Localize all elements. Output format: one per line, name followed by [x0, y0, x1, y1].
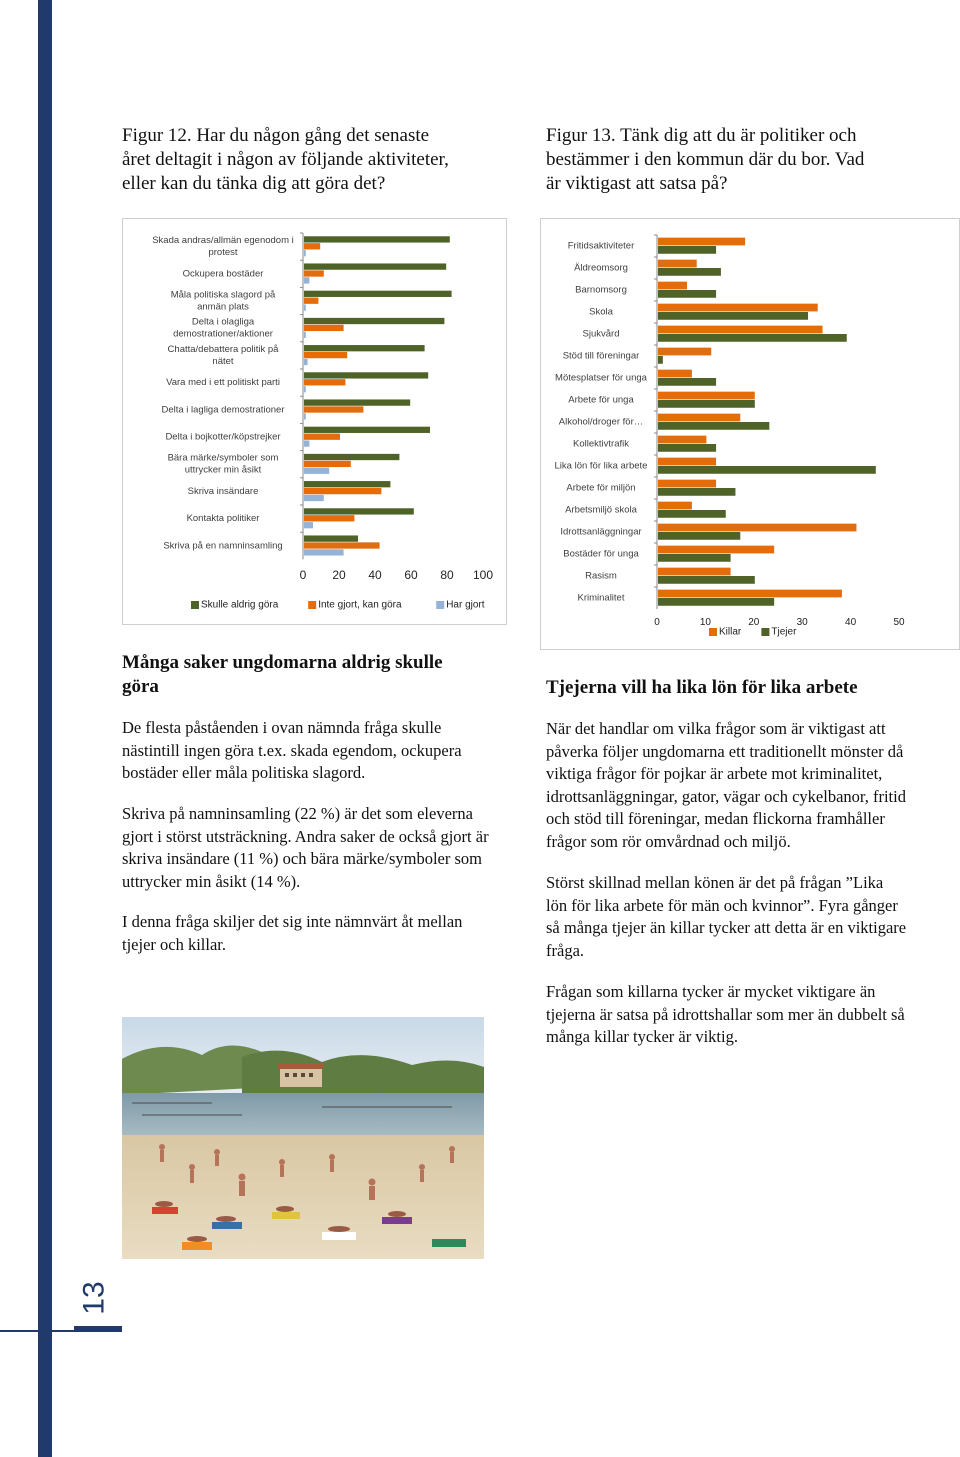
chart-priorities [540, 218, 960, 650]
chart-priorities-svg [541, 219, 959, 649]
bar-1 [658, 290, 716, 298]
bar-0 [304, 399, 410, 405]
chart-activities [122, 218, 507, 625]
legend-label: Inte gjort, kan göra [318, 599, 402, 611]
category-label: Skriva insändare [187, 485, 259, 497]
figure-13-title-line: är viktigast att satsa på? [546, 173, 728, 194]
bar-1 [658, 444, 716, 452]
bar-0 [658, 458, 716, 466]
right-paragraph: Störst skillnad mellan könen är det på frågan ”Lika lön för lika arbete för män och kvinnor”. Fyra gånger så många tjejer än killar tycker att detta är en viktigare fråga. [546, 873, 907, 960]
bar-0 [658, 502, 692, 510]
x-tick-label: 50 [893, 617, 905, 628]
bar-0 [304, 372, 428, 378]
category-label: Bostäder för unga [563, 548, 639, 560]
x-tick-label: 20 [748, 617, 760, 628]
bar-0 [658, 326, 823, 334]
right-paragraph: När det handlar om vilka frågor som är viktigast att påverka följer ungdomarna ett traditionellt mönster då viktiga frågor för pojkar är arbete mot kriminalitet, idrottsanläggningar, gator, vägar och cykelbanor, fritid och stöd till föreningar, medan flickorna framhåller frågor som rör omvårdnad och miljö. [546, 719, 906, 851]
figure-13-title-line: bestämmer i den kommun där du bor. Vad [546, 149, 865, 170]
legend-label: Har gjort [446, 599, 485, 611]
category-label: Alkohol/droger för… [558, 416, 644, 428]
figure-12-title-line: Figur 12. Har du någon gång det senaste [122, 125, 430, 146]
bar-0 [658, 392, 755, 400]
x-tick-label: 10 [699, 617, 711, 628]
bar-1 [658, 554, 731, 562]
bar-1 [658, 576, 755, 584]
bar-1 [304, 434, 340, 440]
bar-0 [658, 436, 706, 444]
category-label: Vara med i ett politiskt parti [166, 377, 280, 389]
bar-0 [304, 454, 399, 460]
bar-0 [304, 481, 390, 487]
bar-2 [304, 549, 344, 555]
x-tick-label: 40 [845, 617, 857, 628]
category-label: Delta i bojkotter/köpstrejker [165, 431, 281, 443]
bar-2 [304, 413, 306, 419]
left-heading: Många saker ungdomarna aldrig skulle göra [122, 652, 443, 697]
chart-activities-svg [123, 219, 506, 624]
bar-0 [658, 370, 692, 378]
category-label: Arbetsmiljö skola [565, 504, 637, 516]
bar-0 [304, 236, 450, 242]
bar-1 [304, 270, 324, 276]
legend-swatch [436, 601, 444, 609]
bar-1 [304, 325, 344, 331]
category-label: Skriva på en namninsamling [163, 540, 283, 552]
beach-photo [122, 1017, 484, 1259]
category-label: Chatta/debattera politik på [167, 343, 279, 355]
footer-block [74, 1326, 122, 1332]
bar-0 [658, 546, 774, 554]
category-label: Delta i olagliga [191, 316, 255, 328]
category-label: Stöd till föreningar [562, 350, 640, 362]
bar-2 [304, 304, 306, 310]
bar-0 [658, 568, 731, 576]
page-number-text: 13 [77, 1281, 111, 1315]
bar-0 [304, 291, 452, 297]
bar-1 [658, 356, 663, 364]
bar-1 [304, 298, 318, 304]
bar-1 [304, 542, 380, 548]
bar-2 [304, 440, 309, 446]
legend-label: Killar [719, 626, 742, 638]
category-label: Kollektivtrafik [573, 438, 629, 450]
bar-0 [304, 318, 444, 324]
legend-label: Tjejer [771, 626, 797, 638]
bar-2 [304, 386, 306, 392]
bar-0 [304, 263, 446, 269]
bar-1 [304, 352, 347, 358]
bar-1 [304, 243, 320, 249]
bar-2 [304, 332, 306, 338]
category-label: Delta i lagliga demostrationer [161, 404, 285, 416]
right-paragraph: Frågan som killarna tycker är mycket viktigare än tjejerna är satsa på idrottshallar som mer än dubbelt så många killar tycker är viktig. [546, 982, 905, 1046]
x-tick-label: 60 [404, 568, 418, 582]
side-accent-bar [38, 0, 52, 1457]
category-label: Fritidsaktiviteter [567, 240, 635, 252]
bar-0 [658, 414, 740, 422]
category-label: Måla politiska slagord på [170, 289, 276, 301]
bar-1 [304, 488, 381, 494]
category-label: Rasism [585, 570, 617, 582]
category-label: Arbete för unga [568, 394, 634, 406]
bar-1 [304, 461, 351, 467]
x-tick-label: 100 [472, 568, 494, 582]
bar-1 [658, 378, 716, 386]
page-number [72, 1268, 116, 1328]
x-tick-label: 30 [796, 617, 808, 628]
category-label: Kontakta politiker [186, 513, 260, 525]
bar-1 [658, 246, 716, 254]
bar-2 [304, 277, 309, 283]
bar-1 [658, 268, 721, 276]
legend-label: Skulle aldrig göra [201, 599, 279, 611]
x-tick-label: 20 [332, 568, 346, 582]
figure-12-title [122, 124, 522, 196]
bar-0 [658, 304, 818, 312]
legend-swatch [709, 628, 717, 636]
category-label: demostrationer/aktioner [173, 328, 273, 340]
bar-1 [658, 422, 769, 430]
legend-swatch [191, 601, 199, 609]
bar-2 [304, 250, 306, 256]
bar-0 [658, 348, 711, 356]
category-label: Skada andras/allmän egenodom i [152, 235, 294, 247]
bar-2 [304, 359, 308, 365]
category-label: Kriminalitet [577, 592, 625, 604]
figure-12-title-line: året deltagit i någon av följande aktiviteter, [122, 149, 449, 170]
bar-1 [304, 379, 345, 385]
bar-0 [658, 524, 856, 532]
bar-0 [658, 480, 716, 488]
legend-swatch [761, 628, 769, 636]
category-label: Idrottsanläggningar [560, 526, 642, 538]
category-label: Mötesplatser för unga [555, 372, 647, 384]
bar-0 [304, 535, 358, 541]
right-heading: Tjejerna vill ha lika lön för lika arbete [546, 677, 858, 698]
bar-1 [304, 406, 363, 412]
bar-1 [658, 466, 876, 474]
bar-1 [658, 532, 740, 540]
category-label: Arbete för miljön [566, 482, 636, 494]
category-label: Äldreomsorg [574, 262, 628, 274]
bar-0 [304, 427, 430, 433]
x-tick-label: 0 [654, 617, 660, 628]
bar-0 [658, 260, 697, 268]
x-tick-label: 80 [440, 568, 454, 582]
figure-13-title-line: Figur 13. Tänk dig att du är politiker och [546, 125, 857, 146]
legend-swatch [308, 601, 316, 609]
bar-0 [658, 590, 842, 598]
bar-1 [658, 598, 774, 606]
category-label: Ockupera bostäder [182, 268, 264, 280]
bar-1 [304, 515, 354, 521]
category-label: protest [208, 247, 238, 259]
bar-2 [304, 522, 313, 528]
bar-1 [658, 334, 847, 342]
bar-2 [304, 495, 324, 501]
bar-1 [658, 312, 808, 320]
x-tick-label: 40 [368, 568, 382, 582]
category-label: uttrycker min åsikt [184, 464, 262, 476]
left-paragraph: Skriva på namninsamling (22 %) är det som eleverna gjort i störst utsträckning. Andra saker de också gjort är skriva insändare (11 %) och bära märke/symboler som uttrycker min åsikt (14 %). [122, 804, 489, 891]
bar-0 [658, 282, 687, 290]
bar-1 [658, 400, 755, 408]
category-label: nätet [212, 355, 234, 367]
figure-12-title-line: eller kan du tänka dig att göra det? [122, 173, 386, 194]
left-paragraph: I denna fråga skiljer det sig inte nämnvärt åt mellan tjejer och killar. [122, 912, 463, 954]
category-label: anmän plats [197, 301, 249, 313]
category-label: Skola [589, 306, 613, 318]
x-tick-label: 0 [299, 568, 307, 582]
left-paragraph: De flesta påståenden i ovan nämnda fråga skulle nästintill ingen göra t.ex. skada egendom, ockupera bostäder eller måla politiska slagord. [122, 718, 462, 782]
figure-13-title [546, 124, 946, 196]
category-label: Sjukvård [582, 328, 620, 340]
bar-0 [304, 508, 414, 514]
category-label: Bära märke/symboler som [167, 452, 279, 464]
category-label: Barnomsorg [575, 284, 627, 296]
bar-1 [658, 510, 726, 518]
bar-0 [658, 238, 745, 246]
category-label: Lika lön för lika arbete [554, 460, 648, 472]
bar-0 [304, 345, 425, 351]
bar-2 [304, 468, 329, 474]
bar-1 [658, 488, 735, 496]
